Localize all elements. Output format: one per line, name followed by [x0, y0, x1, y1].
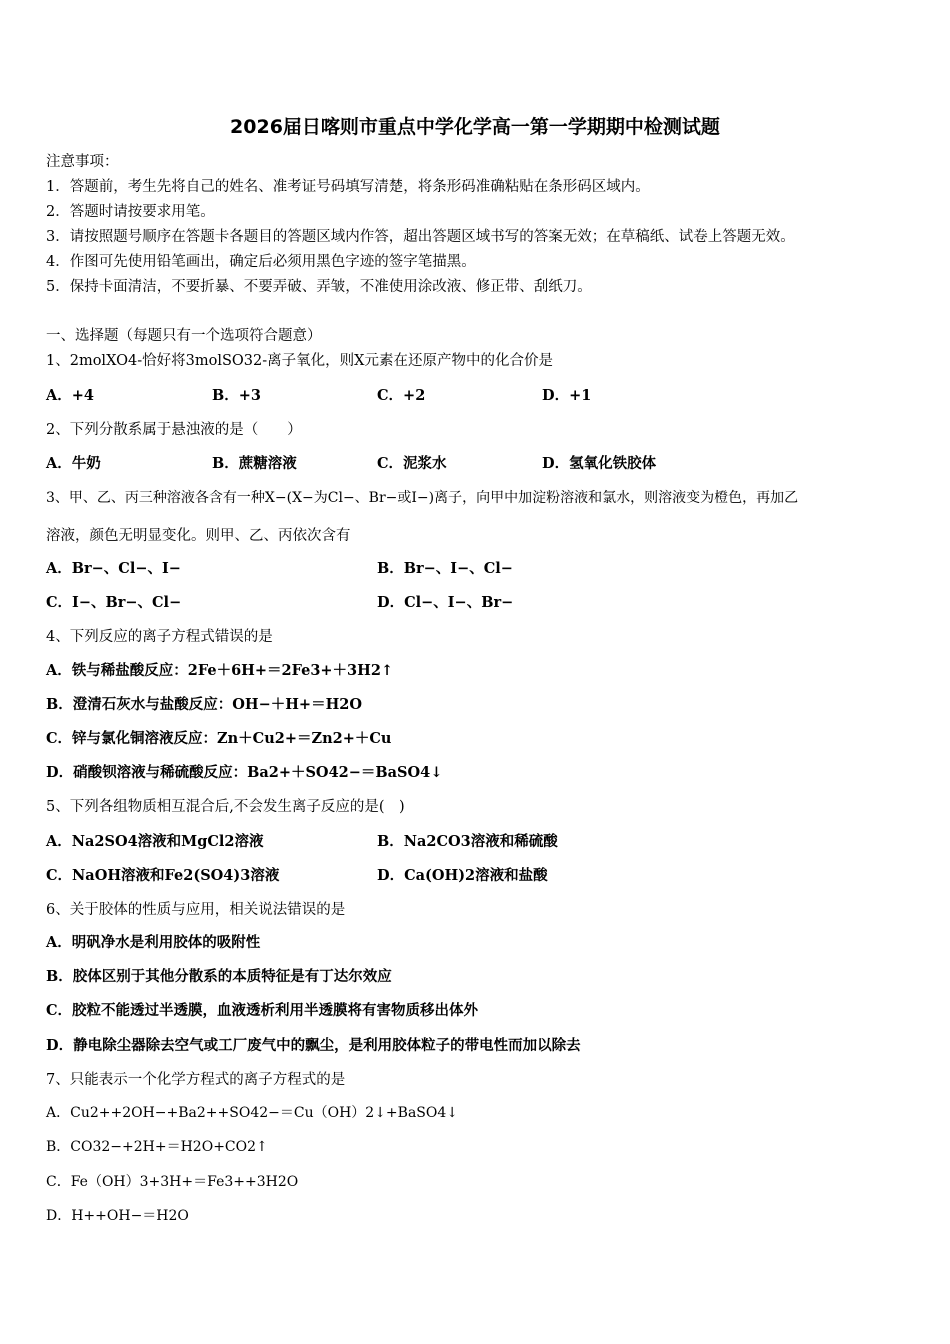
question-2-stem: 2、下列分散系属于悬浊液的是（ ）: [46, 422, 302, 438]
q4-option-c: C．锌与氯化铜溶液反应：Zn＋Cu2+＝Zn2+＋Cu: [46, 730, 392, 747]
q6-option-d: D．静电除尘器除去空气或工厂废气中的飘尘，是利用胶体粒子的带电性而加以除去: [46, 1037, 581, 1054]
q7-option-d: D．H++OH−＝H2O: [46, 1208, 189, 1224]
q6-option-c: C．胶粒不能透过半透膜，血液透析利用半透膜将有害物质移出体外: [46, 1002, 479, 1019]
notice-item-4: 4．作图可先使用铅笔画出，确定后必须用黑色字迹的签字笔描黑。: [46, 254, 476, 270]
q4-option-d: D．硝酸钡溶液与稀硫酸反应：Ba2+＋SO42−＝BaSO4↓: [46, 764, 443, 781]
q1-option-c: C．+2: [377, 387, 426, 404]
q5-option-d: D．Ca(OH)2溶液和盐酸: [377, 867, 548, 884]
q7-option-b: B．CO32−+2H+＝H2O+CO2↑: [46, 1139, 268, 1155]
question-1-stem: 1、2molXO4-恰好将3molSO32-离子氧化，则X元素在还原产物中的化合价是: [46, 353, 553, 369]
section-heading: 一、选择题（每题只有一个选项符合题意）: [46, 328, 322, 344]
q6-option-b: B．胶体区别于其他分散系的本质特征是有丁达尔效应: [46, 968, 392, 985]
q2-option-c: C．泥浆水: [377, 455, 447, 472]
notice-heading: 注意事项：: [46, 154, 119, 170]
q3-option-b: B．Br−、I−、Cl−: [377, 560, 513, 577]
q4-option-b: B．澄清石灰水与盐酸反应：OH−＋H+＝H2O: [46, 696, 363, 713]
q4-option-a: A．铁与稀盐酸反应：2Fe＋6H+＝2Fe3+＋3H2↑: [46, 662, 394, 679]
q7-option-a: A．Cu2++2OH−+Ba2++SO42−＝Cu（OH）2↓+BaSO4↓: [46, 1105, 459, 1121]
q7-option-c: C．Fe（OH）3+3H+＝Fe3++3H2O: [46, 1174, 299, 1190]
q2-option-a: A．牛奶: [46, 455, 101, 472]
q6-option-a: A．明矾净水是利用胶体的吸附性: [46, 934, 261, 951]
q1-option-d: D．+1: [542, 387, 592, 404]
question-4-stem: 4、下列反应的离子方程式错误的是: [46, 629, 273, 645]
q5-option-a: A．Na2SO4溶液和MgCl2溶液: [46, 833, 264, 850]
question-3-stem-line2: 溶液，颜色无明显变化。则甲、乙、丙依次含有: [46, 528, 351, 544]
q2-option-d: D．氢氧化铁胶体: [542, 455, 657, 472]
q5-option-b: B．Na2CO3溶液和稀硫酸: [377, 833, 558, 850]
q1-option-a: A．+4: [46, 387, 94, 404]
q2-option-b: B．蔗糖溶液: [212, 455, 297, 472]
q1-option-b: B．+3: [212, 387, 261, 404]
notice-item-3: 3．请按照题号顺序在答题卡各题目的答题区域内作答，超出答题区域书写的答案无效；在草稿纸、试卷上答题无效。: [46, 229, 795, 245]
q3-option-c: C．I−、Br−、Cl−: [46, 594, 182, 611]
notice-item-1: 1．答题前，考生先将自己的姓名、准考证号码填写清楚，将条形码准确粘贴在条形码区域内。: [46, 179, 650, 195]
notice-item-2: 2．答题时请按要求用笔。: [46, 204, 215, 220]
q5-option-c: C．NaOH溶液和Fe2(SO4)3溶液: [46, 867, 280, 884]
question-5-stem: 5、下列各组物质相互混合后,不会发生离子反应的是( ): [46, 799, 405, 815]
q3-option-d: D．Cl−、I−、Br−: [377, 594, 514, 611]
notice-item-5: 5．保持卡面清洁，不要折暴、不要弄破、弄皱，不准使用涂改液、修正带、刮纸刀。: [46, 279, 592, 295]
page-title: 2026届日喀则市重点中学化学高一第一学期期中检测试题: [230, 116, 720, 138]
question-3-stem-line1: 3、甲、乙、丙三种溶液各含有一种X−(X−为Cl−、Br−或I−)离子，向甲中加淀粉溶液和氯水，则溶液变为橙色，再加乙: [46, 490, 799, 506]
question-6-stem: 6、关于胶体的性质与应用，相关说法错误的是: [46, 902, 346, 918]
q3-option-a: A．Br−、Cl−、I−: [46, 560, 181, 577]
question-7-stem: 7、只能表示一个化学方程式的离子方程式的是: [46, 1072, 346, 1088]
